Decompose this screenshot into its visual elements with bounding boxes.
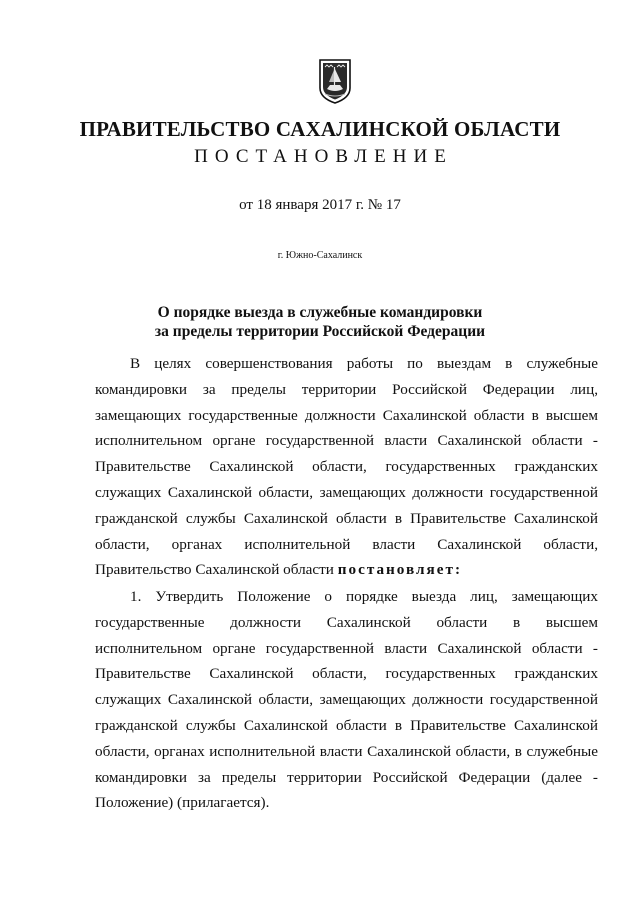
preamble-end: Правительство Сахалинской области	[95, 561, 334, 579]
preamble-paragraph	[95, 351, 598, 583]
item-1-text: 1. Утвердить Положение о порядке выезда лиц, замещающих государственные должности Сахалинской области в высшем исполнительном органе государственной власти Сахалинской области - Правительстве Сахалинской области, государственных гражданских служащих Сахалинской области, замещающих должности государственной гражданской службы Сахалинской области в Правительстве Сахалинской области, органах исполнительной власти Сахалинской области, в служебные командировки за пределы территории Российской Федерации (далее - Положение) (прилагается).	[95, 588, 598, 812]
resolves-word: постановляет:	[337, 561, 463, 579]
preamble-text: В целях совершенствования работы по выездам в служебные командировки за пределы территории Российской Федерации лиц, замещающих государственные должности Сахалинской области в высшем исполнительном органе государственной власти Сахалинской области - Правительстве Сахалинской области, государственных гражданских служащих Сахалинской области, замещающих должности государственной гражданской службы Сахалинской области в Правительстве Сахалинской области, органах исполнительной власти Сахалинской области,	[95, 355, 598, 553]
coat-of-arms-icon	[318, 58, 352, 104]
document-type: ПОСТАНОВЛЕНИЕ	[194, 146, 453, 167]
document-heading	[0, 303, 640, 341]
heading-line-2: за пределы территории Российской Федерации	[154, 323, 486, 340]
document-date-number: от 18 января 2017 г. № 17	[239, 197, 401, 213]
document-city: г. Южно-Сахалинск	[277, 250, 363, 261]
item-1-paragraph	[95, 584, 598, 816]
organization-title: ПРАВИТЕЛЬСТВО САХАЛИНСКОЙ ОБЛАСТИ	[79, 117, 561, 141]
heading-line-1: О порядке выезда в служебные командировки	[157, 304, 483, 321]
